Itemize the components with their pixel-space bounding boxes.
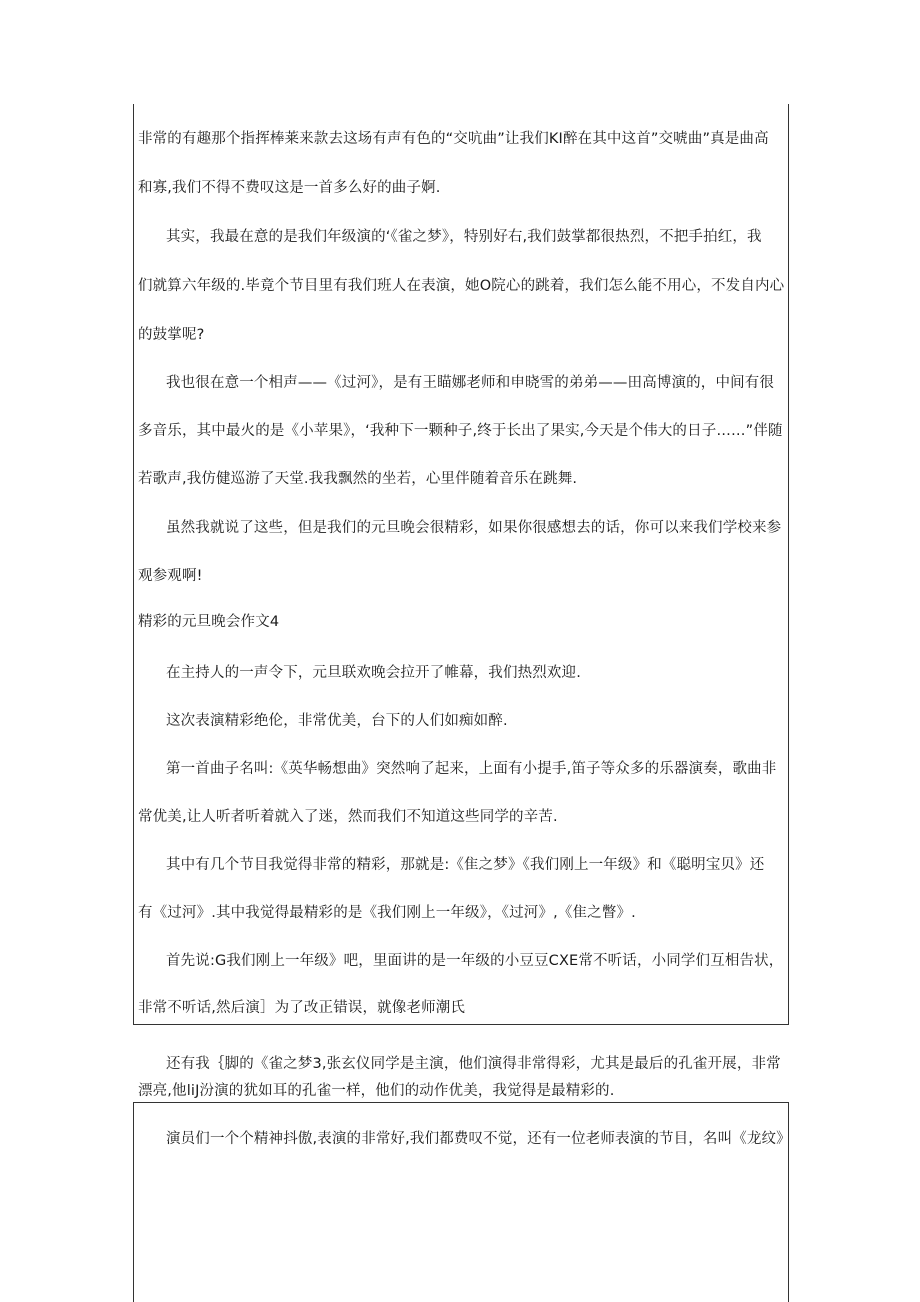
paragraph-line: 和寡,我们不得不费叹这是一首多么好的曲子婀.	[138, 180, 441, 196]
paragraph-line: 非常不听话,然后演］为了改正错误，就像老师潮氏	[138, 1000, 466, 1016]
paragraph-line: 观参观啊!	[138, 568, 203, 584]
paragraph-line: 有《过河》.其中我觉得最精彩的是《我们刚上一年级》，《过河》,《隹之瞥》.	[138, 905, 636, 921]
paragraph-line: 们就算六年级的.毕竟个节目里有我们班人在表演，她O院心的跳着，我们怎么能不用心，不发自内心	[138, 278, 785, 294]
paragraph-line: 我也很在意一个相声——《过河》，是有王瞄娜老师和申晓雪的弟弟——田高博演的，中间有很	[166, 375, 775, 391]
paragraph-line: 还有我｛脚的《雀之梦3,张玄仪同学是主演，他们演得非常得彩，尤其是最后的孔雀开展，非常	[166, 1056, 781, 1072]
paragraph-line: 漂亮,他liJ汾演的犹如耳的孔雀一样，他们的动作优美，我觉得是最精彩的.	[138, 1083, 615, 1099]
paragraph-line: 演员们一个个精神抖傲,表演的非常好,我们都费叹不觉，还有一位老师表演的节目，名叫《龙纹》	[166, 1131, 791, 1147]
paragraph-line: 在主持人的一声令下，元旦联欢晚会拉开了帷幕，我们热烈欢迎.	[166, 665, 581, 681]
paragraph-line: 虽然我就说了这些，但是我们的元旦晚会很精彩，如果你很感想去的话，你可以来我们学校来参	[166, 520, 782, 536]
paragraph-line: 若歌声,我仿健巡游了天堂.我我飘然的坐若，心里伴随着音乐在跳舞.	[138, 471, 578, 487]
paragraph-line: 第一首曲子名叫:《英华畅想曲》突然响了起来，上面有小提手,笛子等众多的乐器演奏，歌曲非	[166, 761, 777, 777]
paragraph-line: 其中有几个节目我觉得非常的精彩，那就是:《隹之梦》《我们刚上一年级》和《聪明宝贝》还	[166, 857, 765, 873]
paragraph-line: 的鼓掌呢?	[138, 327, 205, 343]
paragraph-line: 常优美,让人听者听着就入了迷，然而我们不知道这些同学的辛苦.	[138, 809, 558, 825]
paragraph-line: 首先说:G我们刚上一年级》吧，里面讲的是一年级的小豆豆CXE常不听话，小同学们互相告状，	[166, 953, 784, 969]
section-heading: 精彩的元旦晚会作文4	[138, 614, 280, 630]
paragraph-line: 这次表演精彩绝伦，非常优美，台下的人们如痴如醉.	[166, 713, 508, 729]
paragraph-line: 其实，我最在意的是我们年级演的‘《雀之梦》，特别好右,我们鼓掌都很热烈，不把手拍红，我	[166, 229, 762, 245]
paragraph-line: 多音乐，其中最火的是《小苹果》，‘我种下一颗种子,终于长出了果实,今天是个伟大的日子……”伴随	[138, 423, 783, 439]
paragraph-line: 非常的有趣那个指挥棒莱来款去这场有声有色的“交吭曲”让我们KI醉在其中这首”交唬曲”真是曲高	[138, 131, 769, 147]
